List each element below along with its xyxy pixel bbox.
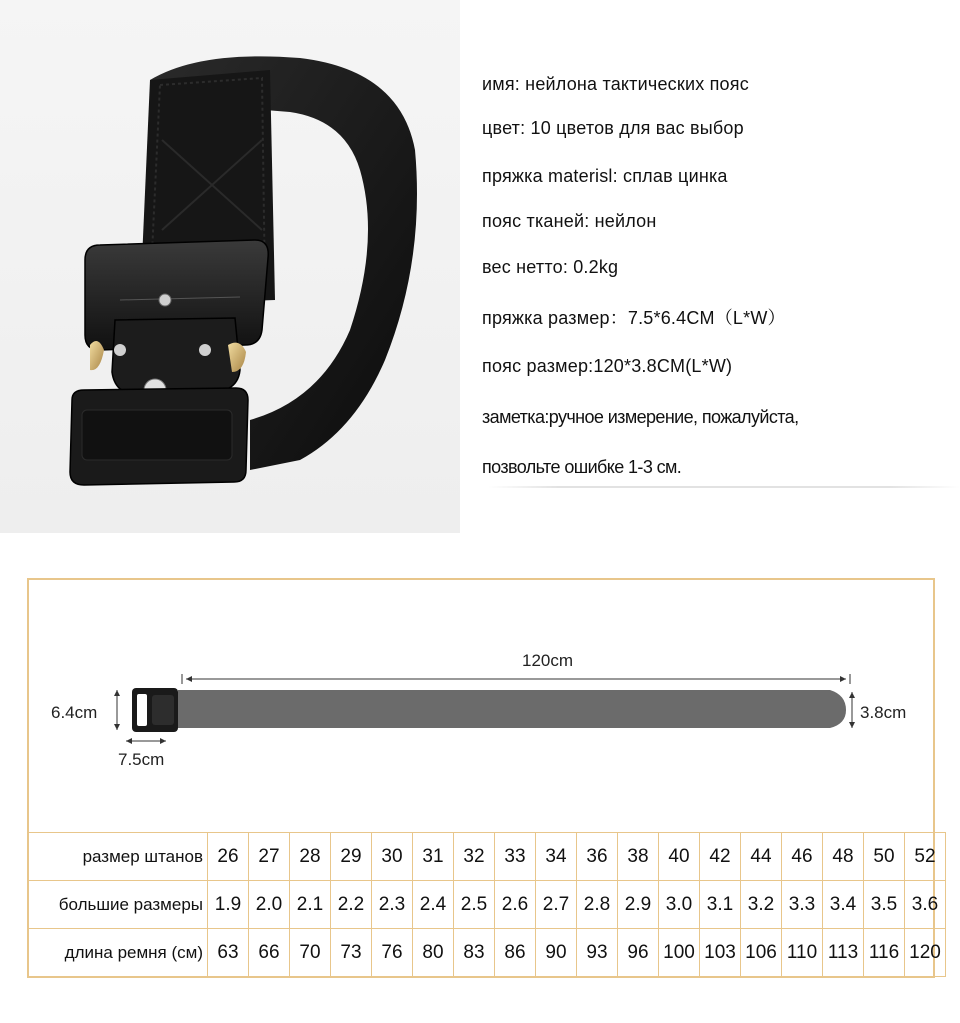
table-cell: 2.1 — [290, 881, 331, 929]
divider — [488, 486, 960, 488]
product-photo — [0, 0, 460, 533]
spec-buckle-material: пряжка materisl: сплав цинка — [482, 166, 728, 186]
table-cell: 86 — [495, 929, 536, 977]
tactical-belt-image — [0, 0, 460, 533]
table-cell: 40 — [659, 833, 700, 881]
table-cell: 29 — [331, 833, 372, 881]
table-cell: 26 — [208, 833, 249, 881]
table-cell: 2.0 — [249, 881, 290, 929]
table-cell: 2.5 — [454, 881, 495, 929]
strap-width-label: 3.8cm — [860, 703, 907, 722]
spec-name: имя: нейлона тактических пояс — [482, 74, 749, 94]
table-cell: 1.9 — [208, 881, 249, 929]
table-cell: 106 — [741, 929, 782, 977]
table-cell: 3.5 — [864, 881, 905, 929]
table-cell: 34 — [536, 833, 577, 881]
table-cell: 3.3 — [782, 881, 823, 929]
table-cell: 80 — [413, 929, 454, 977]
table-cell: 3.1 — [700, 881, 741, 929]
row-header: длина ремня (см) — [28, 929, 208, 977]
table-cell: 38 — [618, 833, 659, 881]
spec-belt-size: пояс размер:120*3.8CM(L*W) — [482, 356, 733, 376]
table-cell: 103 — [700, 929, 741, 977]
table-cell: 44 — [741, 833, 782, 881]
table-cell: 30 — [372, 833, 413, 881]
table-cell: 31 — [413, 833, 454, 881]
table-cell: 83 — [454, 929, 495, 977]
spec-buckle-size: пряжка размер：7.5*6.4CM（L*W） — [482, 308, 786, 328]
table-cell: 52 — [905, 833, 946, 881]
table-cell: 28 — [290, 833, 331, 881]
spec-fabric: пояс тканей: нейлон — [482, 211, 657, 231]
belt-length-row — [28, 929, 946, 977]
table-cell: 110 — [782, 929, 823, 977]
table-cell: 27 — [249, 833, 290, 881]
table-cell: 76 — [372, 929, 413, 977]
table-cell: 2.3 — [372, 881, 413, 929]
spec-note-line-1: заметка:ручное измерение, пожалуйста, — [482, 407, 799, 427]
table-cell: 113 — [823, 929, 864, 977]
table-cell: 2.2 — [331, 881, 372, 929]
table-cell: 46 — [782, 833, 823, 881]
table-cell: 100 — [659, 929, 700, 977]
table-cell: 50 — [864, 833, 905, 881]
size-table — [27, 832, 946, 977]
table-cell: 2.4 — [413, 881, 454, 929]
table-cell: 48 — [823, 833, 864, 881]
table-cell: 120 — [905, 929, 946, 977]
table-cell: 116 — [864, 929, 905, 977]
spec-note-line-2: позвольте ошибке 1-3 см. — [482, 457, 682, 477]
buckle-width-label: 7.5cm — [118, 750, 165, 769]
row-header: большие размеры — [28, 881, 208, 929]
table-cell: 70 — [290, 929, 331, 977]
table-cell: 63 — [208, 929, 249, 977]
table-cell: 3.0 — [659, 881, 700, 929]
pants-size-row — [28, 833, 946, 881]
table-cell: 73 — [331, 929, 372, 977]
table-cell: 3.6 — [905, 881, 946, 929]
length-label: 120cm — [522, 651, 574, 670]
table-cell: 2.7 — [536, 881, 577, 929]
table-cell: 2.6 — [495, 881, 536, 929]
spec-weight: вес нетто: 0.2kg — [482, 257, 619, 277]
spec-color: цвет: 10 цветов для вас выбор — [482, 118, 744, 138]
table-cell: 33 — [495, 833, 536, 881]
buckle-height-label: 6.4cm — [51, 703, 98, 722]
table-cell: 2.8 — [577, 881, 618, 929]
table-cell: 3.2 — [741, 881, 782, 929]
dimension-diagram — [0, 640, 960, 780]
table-cell: 2.9 — [618, 881, 659, 929]
table-cell: 42 — [700, 833, 741, 881]
large-size-row — [28, 881, 946, 929]
table-cell: 96 — [618, 929, 659, 977]
row-header: размер штанов — [28, 833, 208, 881]
table-cell: 93 — [577, 929, 618, 977]
table-cell: 90 — [536, 929, 577, 977]
table-cell: 3.4 — [823, 881, 864, 929]
table-cell: 32 — [454, 833, 495, 881]
table-cell: 36 — [577, 833, 618, 881]
table-cell: 66 — [249, 929, 290, 977]
